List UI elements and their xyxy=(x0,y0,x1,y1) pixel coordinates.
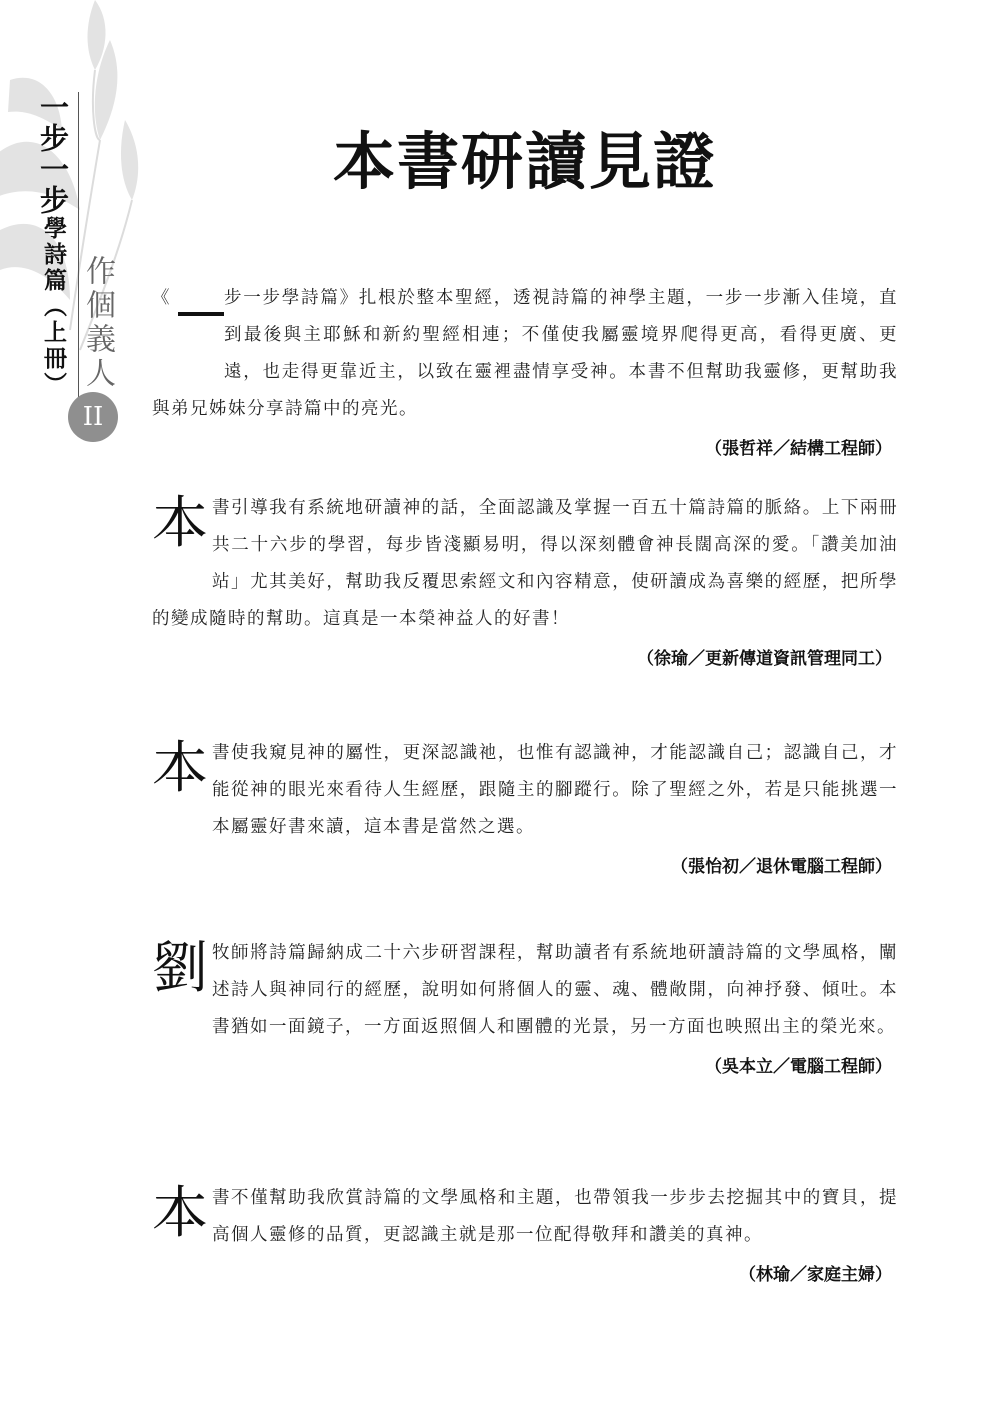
testimonial-text: 書引導我有系統地研讀神的話，全面認識及掌握一百五十篇詩篇的脈絡。上下兩冊共二十六步的學習，每步皆淺顯易明，得以深刻體會神長闊高深的愛。「讚美加油站」尤其美好，幫助我反覆思索經文和內容精意，使研讀成為喜樂的經歷，把所學的變成隨時的幫助。這真是一本榮神益人的好書！ xyxy=(152,498,898,629)
testimonial-attribution: （吳本立／電腦工程師） xyxy=(705,1057,892,1077)
testimonial-body xyxy=(152,490,898,638)
sidebar-divider xyxy=(78,92,79,410)
testimonial-attribution: （張怡初／退休電腦工程師） xyxy=(671,857,892,877)
drop-cap: 本 xyxy=(152,1181,210,1246)
testimonial-text: 書不僅幫助我欣賞詩篇的文學風格和主題，也帶領我一步步去挖掘其中的寶貝，提高個人靈修的品質，更認識主就是那一位配得敬拜和讚美的真神。 xyxy=(212,1188,898,1245)
testimonial-body xyxy=(152,735,898,846)
book-subtitle: 學詩篇（上冊） xyxy=(40,216,66,398)
testimonial-attribution: （林瑜／家庭主婦） xyxy=(739,1265,892,1285)
drop-cap: 劉 xyxy=(152,936,210,1001)
testimonial-3 xyxy=(152,735,898,877)
floral-ornament xyxy=(0,0,150,420)
book-title-vertical xyxy=(36,92,70,398)
book-title: 一步一步 xyxy=(36,92,70,216)
page-title: 本書研讀見證 xyxy=(332,125,717,198)
testimonial-4 xyxy=(152,935,898,1077)
testimonial-1 xyxy=(152,280,898,459)
testimonial-body xyxy=(152,280,898,428)
testimonial-body xyxy=(152,935,898,1046)
testimonial-text: 書使我窺見神的屬性，更深認識祂，也惟有認識神，才能認識自己；認識自己，才能從神的眼光來看待人生經歷，跟隨主的腳蹤行。除了聖經之外，若是只能挑選一本屬靈好書來讀，這本書是當然之選。 xyxy=(212,743,898,837)
part-number-badge: II xyxy=(68,392,118,442)
testimonial-attribution: （張哲祥／結構工程師） xyxy=(705,439,892,459)
testimonial-5 xyxy=(152,1180,898,1285)
drop-cap: 本 xyxy=(152,736,210,801)
testimonial-body xyxy=(152,1180,898,1254)
testimonial-text: 步一步學詩篇》扎根於整本聖經，透視詩篇的神學主題，一步一步漸入佳境，直到最後與主耶穌和新約聖經相連；不僅使我屬靈境界爬得更高，看得更廣、更遠，也走得更靠近主，以致在靈裡盡情享受神。本書不但幫助我靈修，更幫助我與弟兄姊妹分享詩篇中的亮光。 xyxy=(152,288,898,419)
part-title: 作個義人 xyxy=(80,255,115,391)
quote-mark: 《 xyxy=(152,288,171,308)
testimonial-attribution: （徐瑜／更新傳道資訊管理同工） xyxy=(637,649,892,669)
testimonial-text: 牧師將詩篇歸納成二十六步研習課程，幫助讀者有系統地研讀詩篇的文學風格，闡述詩人與神同行的經歷，說明如何將個人的靈、魂、體敞開，向神抒發、傾吐。本書猶如一面鏡子，一方面返照個人和團體的光景，另一方面也映照出主的榮光來。 xyxy=(212,943,898,1037)
drop-cap: 本 xyxy=(152,491,210,556)
drop-cap xyxy=(172,284,224,356)
testimonial-2 xyxy=(152,490,898,669)
